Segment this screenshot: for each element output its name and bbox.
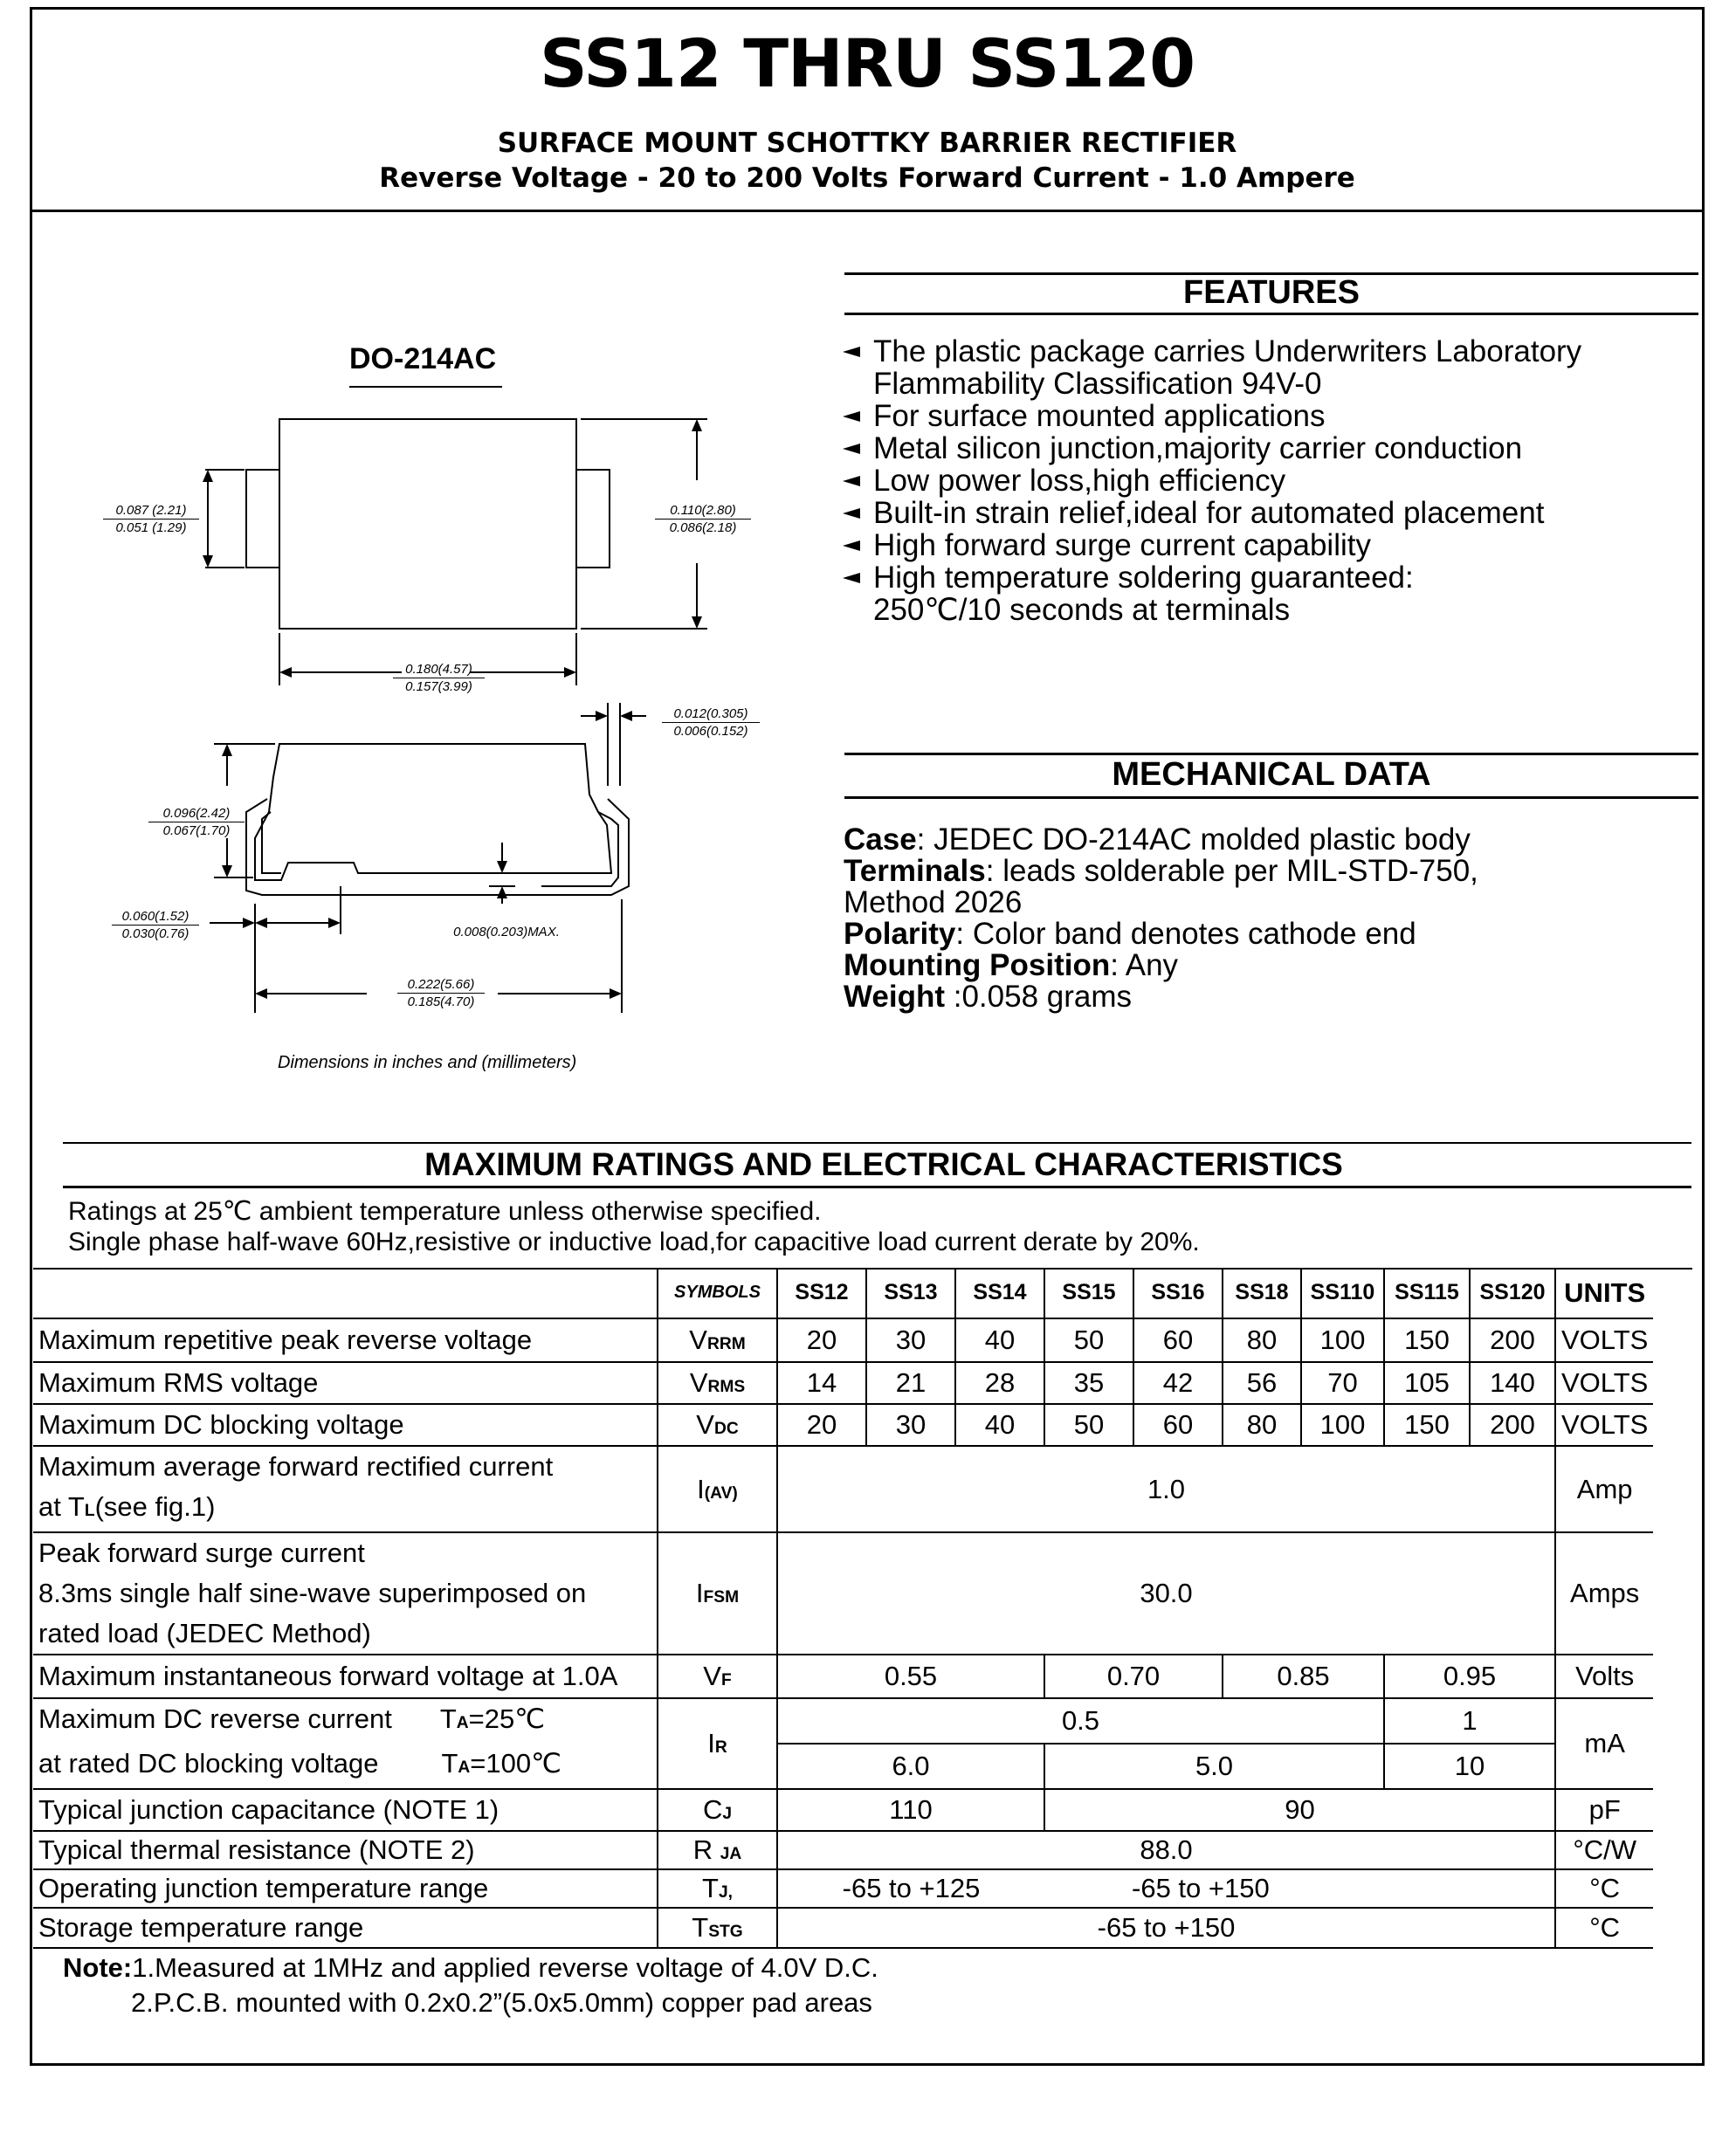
value-cell: -65 to +150: [1044, 1869, 1555, 1908]
param-label: Peak forward surge current 8.3ms single half sine-wave superimposed on rated load (JEDEC Method): [33, 1532, 658, 1655]
mech-terminals-method: Method 2026: [844, 885, 1023, 919]
feature-item: High temperature soldering guaranteed: 250℃/10 seconds at terminals: [843, 561, 1698, 626]
value-cell: 30.0: [777, 1532, 1555, 1655]
dim-lead-thickness: 0.012(0.305) 0.006(0.152): [662, 705, 760, 740]
side-view-lead: [246, 799, 629, 895]
param-symbol: VRRM: [658, 1318, 777, 1362]
table-row-vdc: [33, 1404, 1653, 1446]
value-cell: 80: [1223, 1404, 1301, 1446]
table-row-iav: [33, 1446, 1653, 1532]
table-row-tj: [33, 1869, 1653, 1908]
mech-polarity: Polarity: Color band denotes cathode end: [844, 917, 1416, 951]
dim-lead-length: 0.060(1.52) 0.030(0.76): [112, 908, 199, 942]
unit-cell: Amps: [1555, 1532, 1653, 1655]
package-name: DO-214AC: [349, 342, 497, 375]
value-cell: 50: [1044, 1404, 1133, 1446]
dim-overall-length: 0.222(5.66) 0.185(4.70): [397, 976, 485, 1010]
value-cell: 28: [955, 1362, 1044, 1404]
dim-body-width: 0.180(4.57) 0.157(3.99): [393, 661, 485, 695]
value-cell: 30: [866, 1318, 955, 1362]
param-symbol: TJ,: [658, 1869, 777, 1908]
param-symbol: IFSM: [658, 1532, 777, 1655]
arrow-left-icon: [843, 411, 860, 422]
value-cell: 6.0: [777, 1744, 1044, 1789]
dim-height: 0.096(2.42) 0.067(1.70): [148, 805, 245, 839]
mechanical-heading: MECHANICAL DATA: [1112, 756, 1431, 793]
header-part: SS110: [1301, 1268, 1384, 1318]
value-cell: 40: [955, 1318, 1044, 1362]
value-cell: 100: [1301, 1404, 1384, 1446]
param-label: Typical junction capacitance (NOTE 1): [33, 1789, 658, 1831]
arrow-left-icon: [843, 347, 860, 357]
mechanical-rule-bottom: [844, 796, 1698, 799]
value-cell: 5.0: [1044, 1744, 1384, 1789]
dim-pad-height: 0.087 (2.21) 0.051 (1.29): [103, 502, 199, 536]
value-cell: 10: [1384, 1744, 1555, 1789]
table-row-cj: [33, 1789, 1653, 1831]
value-cell: -65 to +150: [777, 1908, 1555, 1948]
value-cell: 14: [777, 1362, 866, 1404]
value-cell: 50: [1044, 1318, 1133, 1362]
dimension-caption: Dimensions in inches and (millimeters): [278, 1053, 577, 1072]
header-units: UNITS: [1555, 1268, 1653, 1318]
value-cell: 70: [1301, 1362, 1384, 1404]
param-label: Typical thermal resistance (NOTE 2): [33, 1831, 658, 1869]
param-label: Maximum RMS voltage: [33, 1362, 658, 1404]
page-subtitle-ratings: Reverse Voltage - 20 to 200 Volts Forward Current - 1.0 Ampere: [379, 162, 1355, 194]
param-symbol: CJ: [658, 1789, 777, 1831]
unit-cell: Volts: [1555, 1655, 1653, 1698]
page-subtitle: SURFACE MOUNT SCHOTTKY BARRIER RECTIFIER: [497, 127, 1237, 159]
ratings-heading: MAXIMUM RATINGS AND ELECTRICAL CHARACTERISTICS: [424, 1146, 1343, 1182]
unit-cell: VOLTS: [1555, 1318, 1653, 1362]
unit-cell: pF: [1555, 1789, 1653, 1831]
value-cell: 20: [777, 1318, 866, 1362]
header-parameter: [33, 1268, 658, 1318]
param-symbol: VRMS: [658, 1362, 777, 1404]
page-title: SS12 THRU SS120: [539, 24, 1195, 102]
param-label: Operating junction temperature range: [33, 1869, 658, 1908]
value-cell: 0.70: [1044, 1655, 1223, 1698]
table-row-ifsm: [33, 1532, 1653, 1655]
param-symbol: TSTG: [658, 1908, 777, 1948]
value-cell: 60: [1133, 1318, 1223, 1362]
header-part: SS13: [866, 1268, 955, 1318]
value-cell: 200: [1470, 1318, 1555, 1362]
side-view-body: [255, 744, 611, 880]
value-cell: 150: [1384, 1404, 1470, 1446]
param-label: Maximum DC reverse current TA=25℃ at rated DC blocking voltage TA=100℃: [33, 1698, 658, 1789]
unit-cell: °C: [1555, 1908, 1653, 1948]
header-part: SS15: [1044, 1268, 1133, 1318]
mech-case: Case: JEDEC DO-214AC molded plastic body: [844, 822, 1471, 857]
param-symbol: VF: [658, 1655, 777, 1698]
header-part: SS18: [1223, 1268, 1301, 1318]
table-row-vf: [33, 1655, 1653, 1698]
unit-cell: mA: [1555, 1698, 1653, 1789]
value-cell: 21: [866, 1362, 955, 1404]
header-part: SS16: [1133, 1268, 1223, 1318]
ratings-conditions: Ratings at 25℃ ambient temperature unless otherwise specified. Single phase half-wave 60Hz,resistive or inductive load,for capacitive load current derate by 20%.: [68, 1197, 1200, 1256]
arrow-left-icon: [843, 540, 860, 551]
param-label: Maximum average forward rectified current at TL(see fig.1): [33, 1446, 658, 1532]
arrow-left-icon: [843, 476, 860, 486]
feature-item: Built-in strain relief,ideal for automated placement: [843, 497, 1698, 529]
value-cell: 140: [1470, 1362, 1555, 1404]
table-row-rja: [33, 1831, 1653, 1869]
table-row-ir-25: [33, 1698, 1653, 1744]
header-part: SS115: [1384, 1268, 1470, 1318]
value-cell: 35: [1044, 1362, 1133, 1404]
value-cell: 150: [1384, 1318, 1470, 1362]
top-view-pad-left: [246, 470, 279, 568]
feature-item: Low power loss,high efficiency: [843, 464, 1698, 497]
header-symbols: SYMBOLS: [658, 1268, 777, 1318]
unit-cell: °C/W: [1555, 1831, 1653, 1869]
value-cell: 0.85: [1223, 1655, 1384, 1698]
dim-standoff: 0.008(0.203)MAX.: [453, 925, 560, 939]
value-cell: 40: [955, 1404, 1044, 1446]
value-cell: 80: [1223, 1318, 1301, 1362]
top-view-body: [279, 419, 576, 629]
unit-cell: VOLTS: [1555, 1362, 1653, 1404]
mech-mounting: Mounting Position: Any: [844, 948, 1179, 982]
arrow-left-icon: [843, 444, 860, 454]
mech-terminals: Terminals: leads solderable per MIL-STD-750,: [844, 854, 1478, 888]
feature-item: Metal silicon junction,majority carrier conduction: [843, 432, 1698, 464]
value-cell: 100: [1301, 1318, 1384, 1362]
value-cell: 0.5: [777, 1698, 1384, 1744]
dim-body-height: 0.110(2.80) 0.086(2.18): [655, 502, 751, 536]
value-cell: -65 to +125: [777, 1869, 1044, 1908]
header-part: SS120: [1470, 1268, 1555, 1318]
param-label: Storage temperature range: [33, 1908, 658, 1948]
table-row-vrms: [33, 1362, 1653, 1404]
unit-cell: VOLTS: [1555, 1404, 1653, 1446]
value-cell: 1.0: [777, 1446, 1555, 1532]
mechanical-rule-top: [844, 753, 1698, 755]
ratings-rule-top: [63, 1142, 1691, 1144]
feature-item: The plastic package carries Underwriters Laboratory Flammability Classification 94V-0: [843, 335, 1698, 400]
features-list: [843, 335, 1698, 626]
ratings-rule-bottom: [63, 1186, 1691, 1188]
feature-item: For surface mounted applications: [843, 400, 1698, 432]
param-symbol: VDC: [658, 1404, 777, 1446]
ratings-table: [33, 1268, 1653, 1949]
notes: Note:1.Measured at 1MHz and applied reverse voltage of 4.0V D.C. 2.P.C.B. mounted with 0.2x0.2”(5.0x5.0mm) copper pad areas: [63, 1952, 878, 2018]
value-cell: 105: [1384, 1362, 1470, 1404]
header-part: SS14: [955, 1268, 1044, 1318]
value-cell: 200: [1470, 1404, 1555, 1446]
table-row-vrrm: [33, 1318, 1653, 1362]
value-cell: 56: [1223, 1362, 1301, 1404]
param-label: Maximum DC blocking voltage: [33, 1404, 658, 1446]
value-cell: 30: [866, 1404, 955, 1446]
feature-item: High forward surge current capability: [843, 529, 1698, 561]
value-cell: 1: [1384, 1698, 1555, 1744]
mech-weight: Weight :0.058 grams: [844, 980, 1133, 1014]
header-divider: [30, 210, 1705, 212]
value-cell: 0.95: [1384, 1655, 1555, 1698]
table-row-tstg: [33, 1908, 1653, 1948]
features-heading: FEATURES: [1183, 274, 1360, 311]
mechanical-data: [844, 824, 1699, 1013]
value-cell: 0.55: [777, 1655, 1044, 1698]
value-cell: 42: [1133, 1362, 1223, 1404]
top-view-pad-right: [576, 470, 610, 568]
arrow-left-icon: [843, 573, 860, 583]
param-symbol: I(AV): [658, 1446, 777, 1532]
value-cell: 20: [777, 1404, 866, 1446]
value-cell: 88.0: [777, 1831, 1555, 1869]
table-header-row: [33, 1268, 1653, 1318]
param-symbol: IR: [658, 1698, 777, 1789]
value-cell: 60: [1133, 1404, 1223, 1446]
features-rule-bottom: [844, 313, 1698, 315]
param-label: Maximum repetitive peak reverse voltage: [33, 1318, 658, 1362]
param-label: Maximum instantaneous forward voltage at 1.0A: [33, 1655, 658, 1698]
package-name-underline: [349, 386, 502, 388]
value-cell: 110: [777, 1789, 1044, 1831]
param-symbol: R JA: [658, 1831, 777, 1869]
value-cell: 90: [1044, 1789, 1555, 1831]
unit-cell: °C: [1555, 1869, 1653, 1908]
unit-cell: Amp: [1555, 1446, 1653, 1532]
header-part: SS12: [777, 1268, 866, 1318]
arrow-left-icon: [843, 508, 860, 519]
